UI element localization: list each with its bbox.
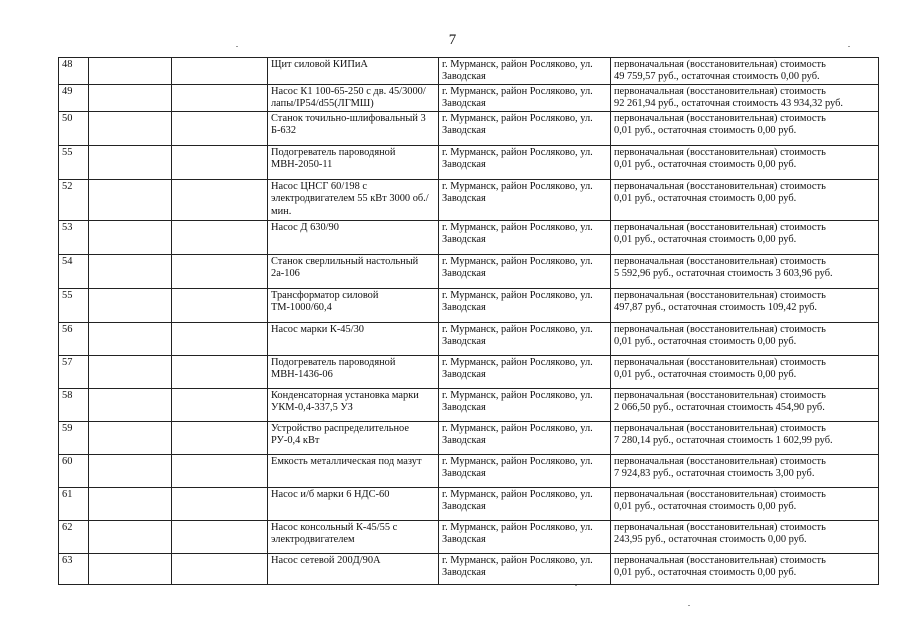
cost-cell [611, 455, 879, 488]
row-number-cell: 49 [59, 85, 89, 112]
cost-values: 0,01 руб., остаточная стоимость 0,00 руб. [614, 369, 797, 381]
blank-cell [89, 255, 172, 289]
blank-cell [89, 289, 172, 323]
cost-values: 0,01 руб., остаточная стоимость 0,00 руб. [614, 234, 797, 246]
cost-description: первоначальная (восстановительная) стоимость [614, 222, 826, 233]
cost-cell [611, 58, 879, 85]
cost-description: первоначальная (восстановительная) стоимость [614, 290, 826, 301]
row-number-cell: 53 [59, 221, 89, 255]
cost-description: первоначальная (восстановительная) стоимость [614, 113, 826, 124]
table-row [59, 356, 879, 389]
address-cell: г. Мурманск, район Росляково, ул. Заводская [439, 356, 611, 389]
cost-description: первоначальная (восстановительная) стоимость [614, 489, 826, 500]
scan-speck [236, 46, 238, 47]
cost-description: первоначальная (восстановительная) стоимость [614, 522, 826, 533]
table-row [59, 521, 879, 554]
item-name-cell: Подогреватель пароводяной МВН-2050-11 [268, 146, 439, 180]
blank-cell [89, 488, 172, 521]
blank-cell [172, 289, 268, 323]
cost-values: 49 759,57 руб., остаточная стоимость 0,00 руб. [614, 71, 820, 83]
row-number-cell: 62 [59, 521, 89, 554]
blank-cell [89, 146, 172, 180]
blank-cell [172, 180, 268, 221]
item-name-cell: Насос марки К-45/30 [268, 323, 439, 356]
address-cell: г. Мурманск, район Росляково, ул. Заводская [439, 112, 611, 146]
item-name-cell: Насос К1 100-65-250 с дв. 45/3000/лапы/IP54/d55(ЛГМШ) [268, 85, 439, 112]
cost-cell [611, 554, 879, 585]
cost-cell [611, 323, 879, 356]
address-cell: г. Мурманск, район Росляково, ул. Заводская [439, 221, 611, 255]
row-number-cell: 58 [59, 389, 89, 422]
address-cell: г. Мурманск, район Росляково, ул. Заводская [439, 521, 611, 554]
cost-description: первоначальная (восстановительная) стоимость [614, 555, 826, 566]
table-row [59, 58, 879, 85]
item-name-cell: Станок сверлильный настольный 2а-106 [268, 255, 439, 289]
cost-description: первоначальная (восстановительная) стоимость [614, 357, 826, 368]
blank-cell [172, 58, 268, 85]
cost-values: 0,01 руб., остаточная стоимость 0,00 руб. [614, 193, 797, 205]
row-number-cell: 55 [59, 146, 89, 180]
cost-cell [611, 221, 879, 255]
page-number: 7 [448, 32, 457, 48]
table-row [59, 554, 879, 585]
cost-cell [611, 112, 879, 146]
cost-values: 7 280,14 руб., остаточная стоимость 1 602,99 руб. [614, 435, 833, 447]
table-row [59, 180, 879, 221]
address-cell: г. Мурманск, район Росляково, ул. Заводская [439, 85, 611, 112]
row-number-cell: 60 [59, 455, 89, 488]
table-row [59, 112, 879, 146]
cost-values: 7 924,83 руб., остаточная стоимость 3,00 руб. [614, 468, 815, 480]
blank-cell [172, 323, 268, 356]
address-cell: г. Мурманск, район Росляково, ул. Заводская [439, 146, 611, 180]
cost-cell [611, 85, 879, 112]
cost-cell [611, 289, 879, 323]
item-name-cell: Насос консольный К-45/55 с электродвигателем [268, 521, 439, 554]
row-number-cell: 61 [59, 488, 89, 521]
cost-cell [611, 422, 879, 455]
blank-cell [172, 146, 268, 180]
row-number-cell: 63 [59, 554, 89, 585]
address-cell: г. Мурманск, район Росляково, ул. Заводская [439, 389, 611, 422]
blank-cell [89, 554, 172, 585]
row-number-cell: 59 [59, 422, 89, 455]
row-number-cell: 55 [59, 289, 89, 323]
table-row [59, 289, 879, 323]
table-row [59, 85, 879, 112]
blank-cell [89, 221, 172, 255]
row-number-cell: 50 [59, 112, 89, 146]
property-table [58, 57, 879, 585]
address-cell: г. Мурманск, район Росляково, ул. Заводская [439, 455, 611, 488]
blank-cell [172, 389, 268, 422]
blank-cell [172, 221, 268, 255]
item-name-cell: Насос ЦНСГ 60/198 с электродвигателем 55 кВт 3000 об./мин. [268, 180, 439, 221]
row-number-cell: 48 [59, 58, 89, 85]
table-row [59, 455, 879, 488]
row-number-cell: 56 [59, 323, 89, 356]
cost-values: 0,01 руб., остаточная стоимость 0,00 руб. [614, 567, 797, 579]
table-row [59, 255, 879, 289]
item-name-cell: Трансформатор силовой ТМ-1000/60,4 [268, 289, 439, 323]
cost-description: первоначальная (восстановительная) стоимость [614, 456, 826, 467]
cost-cell [611, 488, 879, 521]
cost-description: первоначальная (восстановительная) стоимость [614, 86, 826, 97]
item-name-cell: Подогреватель пароводяной МВН-1436-06 [268, 356, 439, 389]
scan-speck [688, 605, 690, 606]
cost-description: первоначальная (восстановительная) стоимость [614, 423, 826, 434]
cost-cell [611, 180, 879, 221]
item-name-cell: Насос и/б марки 6 НДС-60 [268, 488, 439, 521]
blank-cell [172, 356, 268, 389]
address-cell: г. Мурманск, район Росляково, ул. Заводская [439, 422, 611, 455]
table-row [59, 422, 879, 455]
cost-cell [611, 521, 879, 554]
cost-values: 497,87 руб., остаточная стоимость 109,42 руб. [614, 302, 818, 314]
scan-speck [575, 585, 577, 586]
item-name-cell: Конденсаторная установка марки УКМ-0,4-337,5 УЗ [268, 389, 439, 422]
cost-cell [611, 146, 879, 180]
table-row [59, 221, 879, 255]
blank-cell [89, 521, 172, 554]
address-cell: г. Мурманск, район Росляково, ул. Заводская [439, 488, 611, 521]
blank-cell [172, 112, 268, 146]
cost-description: первоначальная (восстановительная) стоимость [614, 390, 826, 401]
cost-cell [611, 389, 879, 422]
row-number-cell: 54 [59, 255, 89, 289]
blank-cell [89, 422, 172, 455]
row-number-cell: 57 [59, 356, 89, 389]
blank-cell [89, 356, 172, 389]
blank-cell [172, 554, 268, 585]
blank-cell [172, 455, 268, 488]
address-cell: г. Мурманск, район Росляково, ул. Заводская [439, 289, 611, 323]
cost-cell [611, 356, 879, 389]
blank-cell [172, 422, 268, 455]
scan-speck [848, 46, 850, 47]
blank-cell [89, 323, 172, 356]
cost-description: первоначальная (восстановительная) стоимость [614, 324, 826, 335]
cost-description: первоначальная (восстановительная) стоимость [614, 256, 826, 267]
address-cell: г. Мурманск, район Росляково, ул. Заводская [439, 58, 611, 85]
item-name-cell: Станок точильно-шлифовальный 3 Б-632 [268, 112, 439, 146]
item-name-cell: Насос сетевой 200Д/90А [268, 554, 439, 585]
blank-cell [89, 58, 172, 85]
address-cell: г. Мурманск, район Росляково, ул. Заводская [439, 323, 611, 356]
table-row [59, 146, 879, 180]
row-number-cell: 52 [59, 180, 89, 221]
cost-values: 92 261,94 руб., остаточная стоимость 43 934,32 руб. [614, 98, 843, 110]
blank-cell [172, 488, 268, 521]
table-row [59, 323, 879, 356]
blank-cell [89, 180, 172, 221]
item-name-cell: Устройство распределительное РУ-0,4 кВт [268, 422, 439, 455]
cost-values: 0,01 руб., остаточная стоимость 0,00 руб. [614, 159, 797, 171]
blank-cell [89, 389, 172, 422]
cost-values: 0,01 руб., остаточная стоимость 0,00 руб. [614, 125, 797, 137]
cost-values: 243,95 руб., остаточная стоимость 0,00 руб. [614, 534, 807, 546]
item-name-cell: Емкость металлическая под мазут [268, 455, 439, 488]
blank-cell [89, 112, 172, 146]
cost-values: 2 066,50 руб., остаточная стоимость 454,90 руб. [614, 402, 825, 414]
table-row [59, 389, 879, 422]
item-name-cell: Насос Д 630/90 [268, 221, 439, 255]
cost-cell [611, 255, 879, 289]
item-name-cell: Щит силовой КИПиА [268, 58, 439, 85]
blank-cell [172, 521, 268, 554]
cost-description: первоначальная (восстановительная) стоимость [614, 59, 826, 70]
cost-values: 0,01 руб., остаточная стоимость 0,00 руб. [614, 336, 797, 348]
table-row [59, 488, 879, 521]
blank-cell [172, 255, 268, 289]
address-cell: г. Мурманск, район Росляково, ул. Заводская [439, 255, 611, 289]
address-cell: г. Мурманск, район Росляково, ул. Заводская [439, 180, 611, 221]
address-cell: г. Мурманск, район Росляково, ул. Заводская [439, 554, 611, 585]
blank-cell [89, 85, 172, 112]
blank-cell [89, 455, 172, 488]
cost-values: 0,01 руб., остаточная стоимость 0,00 руб. [614, 501, 797, 513]
cost-values: 5 592,96 руб., остаточная стоимость 3 603,96 руб. [614, 268, 833, 280]
cost-description: первоначальная (восстановительная) стоимость [614, 181, 826, 192]
blank-cell [172, 85, 268, 112]
cost-description: первоначальная (восстановительная) стоимость [614, 147, 826, 158]
